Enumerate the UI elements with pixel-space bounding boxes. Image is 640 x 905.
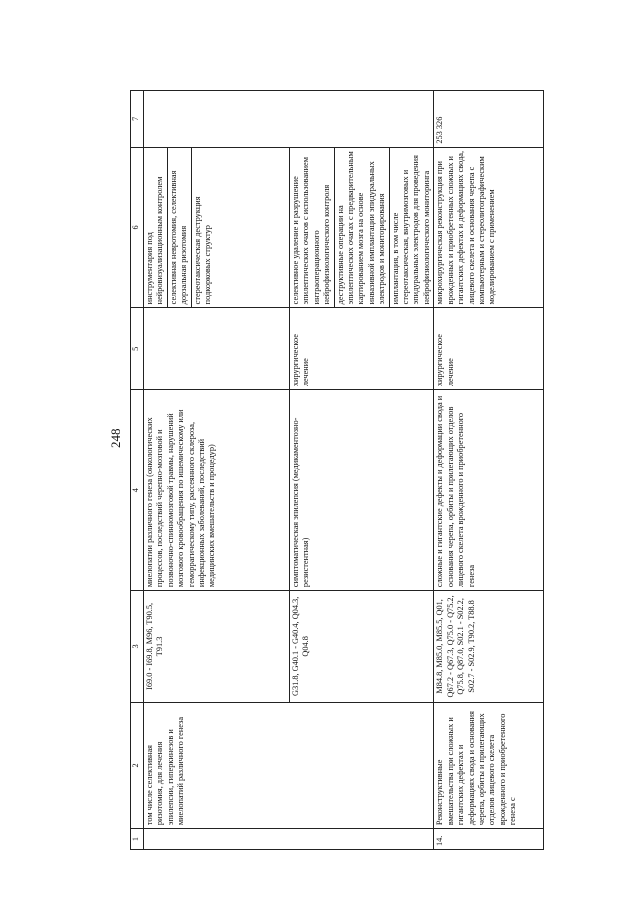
treatment-type-cell: хирургическое лечение	[434, 308, 544, 390]
diagnosis-codes-cell: G31.8, G40.1 - G40.4, Q04.3, Q04.8	[290, 591, 434, 703]
col-header-6: 6	[131, 147, 144, 308]
model-description-cell: сложные и гигантские дефекты и деформации свода и основания черепа, орбиты и прилегающих отделов лицевого скелета врожденного и приобретенного генеза	[434, 390, 544, 591]
col-header-1: 1	[131, 829, 144, 850]
method-item: инструментария под нейровизуализационным контролем	[144, 148, 168, 308]
treatment-type-cell: хирургическое лечение	[290, 308, 434, 390]
treatment-type-cell	[144, 308, 290, 390]
method-item: стереотаксическая деструкция подкорковых структур	[192, 196, 213, 305]
col-header-4: 4	[131, 390, 144, 591]
diagnosis-codes-cell: I69.0 - I69.8, M96, T90.5, T91.3	[144, 591, 290, 703]
price-cell	[144, 91, 434, 148]
header-row	[131, 91, 144, 850]
method-cell	[290, 147, 434, 308]
procedure-name-cell: Реконструктивные вмешательства при сложных и гигантских дефектах и деформациях свода и основания черепа, орбиты и прилегающих отделов лицевого скелета врожденного и приобретенного генеза с	[434, 702, 544, 828]
row-number-cell	[144, 829, 434, 850]
rotated-table-sheet	[130, 110, 518, 850]
method-item: деструктивные операции на эпилептических очагах с предварительным картированием мозга на основе инвазивной имплантации эпидуральных электродов и мониторирования	[335, 148, 390, 308]
price-cell: 253 326	[434, 91, 544, 148]
col-header-2: 2	[131, 702, 144, 828]
col-header-5: 5	[131, 308, 144, 390]
page-number: 248	[108, 428, 123, 448]
method-cell: микрохирургическая реконструкция при врожденных и приобретенных сложных и гигантских дефектах и деформациях свода, лицевого скелета и основания черепа с компьютерным и стереолитографическим моделированием с применением	[434, 147, 544, 308]
table-row	[434, 91, 544, 850]
method-item: имплантация, в том числе стереотаксическая, внутримозговых и эпидуральных электродов для проведения нейрофизиологического мониторинга	[390, 155, 431, 305]
col-header-7: 7	[131, 91, 144, 148]
services-table	[130, 90, 544, 850]
model-description-cell: миелопатии различного генеза (онкологических процессов, последствий черепно-мозговой и позвоночно-спинномозговой травмы, нарушений мозгового кровообращения по ишемическому или геморрагическому типу, рассеянного склероза, инфекционных заболеваний, последствий медицинских вмешательств и процедур)	[144, 390, 290, 591]
method-item: селективная невротомия, селективная дорзальная ризотомия	[168, 148, 192, 308]
table-row	[144, 91, 290, 850]
procedure-name-cell: том числе селективная ризотомия, для лечения эпилепсии, гиперкинезов и миелопатий различного генеза	[144, 702, 434, 828]
row-number-cell: 14.	[434, 829, 544, 850]
method-item: селективное удаление и разрушение эпилептических очагов с использованием интраоперационного нейрофизиологического контроля	[290, 148, 335, 308]
method-cell	[144, 147, 290, 308]
model-description-cell: симптоматическая эпилепсия (медикаментозно-резистентная)	[290, 390, 434, 591]
diagnosis-codes-cell: M84.8, M85.0, M85.5, Q01, Q67.2 - Q67.3, Q75.0 - Q75.2, Q75.8, Q87.0, S02.1 - S02.2, S02.7 - S02.9, T90.2, T88.8	[434, 591, 544, 703]
col-header-3: 3	[131, 591, 144, 703]
